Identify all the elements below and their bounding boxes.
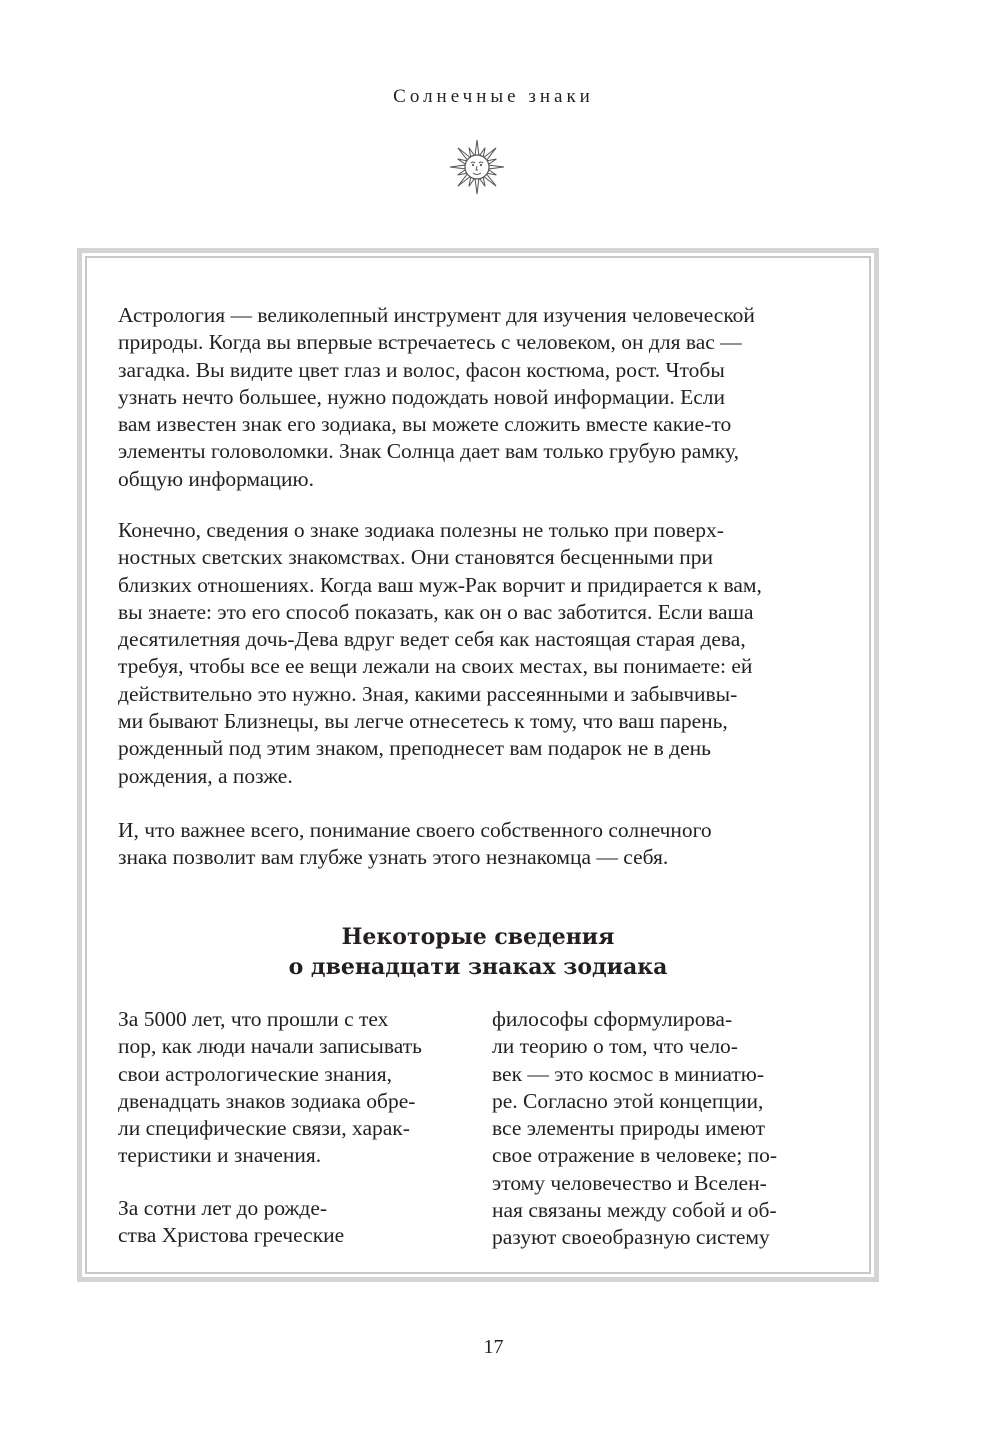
text-line: рожденный под этим знаком, преподнесет вам подарок не в день [118,736,711,761]
text-line: требуя, чтобы все ее вещи лежали на своих местах, вы понимаете: ей [118,654,753,679]
sun-ray [489,165,504,169]
text-line: рождения, а позже. [118,763,293,788]
text-line: природы. Когда вы впервые встречаетесь с человеком, он для вас — [118,330,742,355]
text-line: свое отражение в человеке; по- [492,1143,778,1168]
sun-face-icon [445,138,509,196]
text-line: загадка. Вы видите цвет глаз и волос, фасон костюма, рост. Чтобы [118,357,725,382]
right-column-paragraph [492,1006,842,1252]
text-line: элементы головоломки. Знак Солнца дает вам только грубую рамку, [118,439,740,464]
sun-ray [475,140,479,155]
text-line: За 5000 лет, что прошли с тех [118,1007,389,1031]
text-line: Конечно, сведения о знаке зодиака полезны не только при поверх- [118,518,724,542]
text-line: философы сформулирова- [492,1007,733,1031]
text-line: все элементы природы имеют [492,1116,765,1141]
text-line: ли теорию о том, что чело- [492,1034,738,1059]
text-line: свои астрологические знания, [118,1061,393,1086]
text-line: о двенадцати знаках зодиака [288,954,668,980]
text-line: знака позволит вам глубже узнать этого незнакомца — себя. [118,845,669,870]
text-line: двенадцать знаков зодиака обре- [118,1088,416,1113]
text-line: действительно это нужно. Зная, какими рассеянными и забывчивы- [118,681,738,706]
intro-paragraph-3 [118,817,838,872]
text-line: близких отношениях. Когда ваш муж-Рак ворчит и придирается к вам, [118,572,762,597]
text-line: ная связаны между собой и об- [492,1198,777,1223]
sun-ray [475,179,479,194]
text-line: Астрология — великолепный инструмент для изучения человеческой [118,303,755,327]
running-title: Солнечные знаки [393,86,594,107]
text-line: Некоторые сведения [341,924,615,950]
text-line: десятилетняя дочь-Дева вдруг ведет себя как настоящая старая дева, [118,627,746,652]
text-line: узнать нечто большее, нужно подождать новой информации. Если [118,384,725,409]
text-line: разуют своеобразную систему [492,1225,770,1250]
section-heading [118,922,838,982]
intro-paragraph-2 [118,517,838,790]
sun-ray [450,165,465,169]
text-line: вам известен знак его зодиака, вы можете сложить вместе какие-то [118,412,732,437]
text-line: ре. Согласно этой концепции, [492,1088,764,1113]
text-line: ства Христова греческие [118,1223,345,1248]
intro-paragraph-1 [118,302,838,493]
left-column-paragraph-1 [118,1006,468,1170]
text-line: ли специфические связи, харак- [118,1116,410,1141]
page-number: 17 [483,1336,504,1358]
text-line: век — это космос в миниатю- [492,1061,764,1086]
text-line: И, что важнее всего, понимание своего собственного солнечного [118,818,712,842]
text-line: пор, как люди начали записывать [118,1034,422,1059]
left-column-paragraph-2 [118,1195,468,1250]
text-line: ностных светских знакомствах. Они становятся бесценными при [118,545,714,570]
text-line: этому человечество и Вселен- [492,1170,767,1195]
text-line: общую информацию. [118,466,314,491]
text-line: За сотни лет до рожде- [118,1196,328,1220]
text-line: ми бывают Близнецы, вы легче отнесетесь к тому, что ваш парень, [118,709,728,734]
text-line: теристики и значения. [118,1143,322,1168]
text-line: вы знаете: это его способ показать, как он о вас заботится. Если ваша [118,599,754,624]
